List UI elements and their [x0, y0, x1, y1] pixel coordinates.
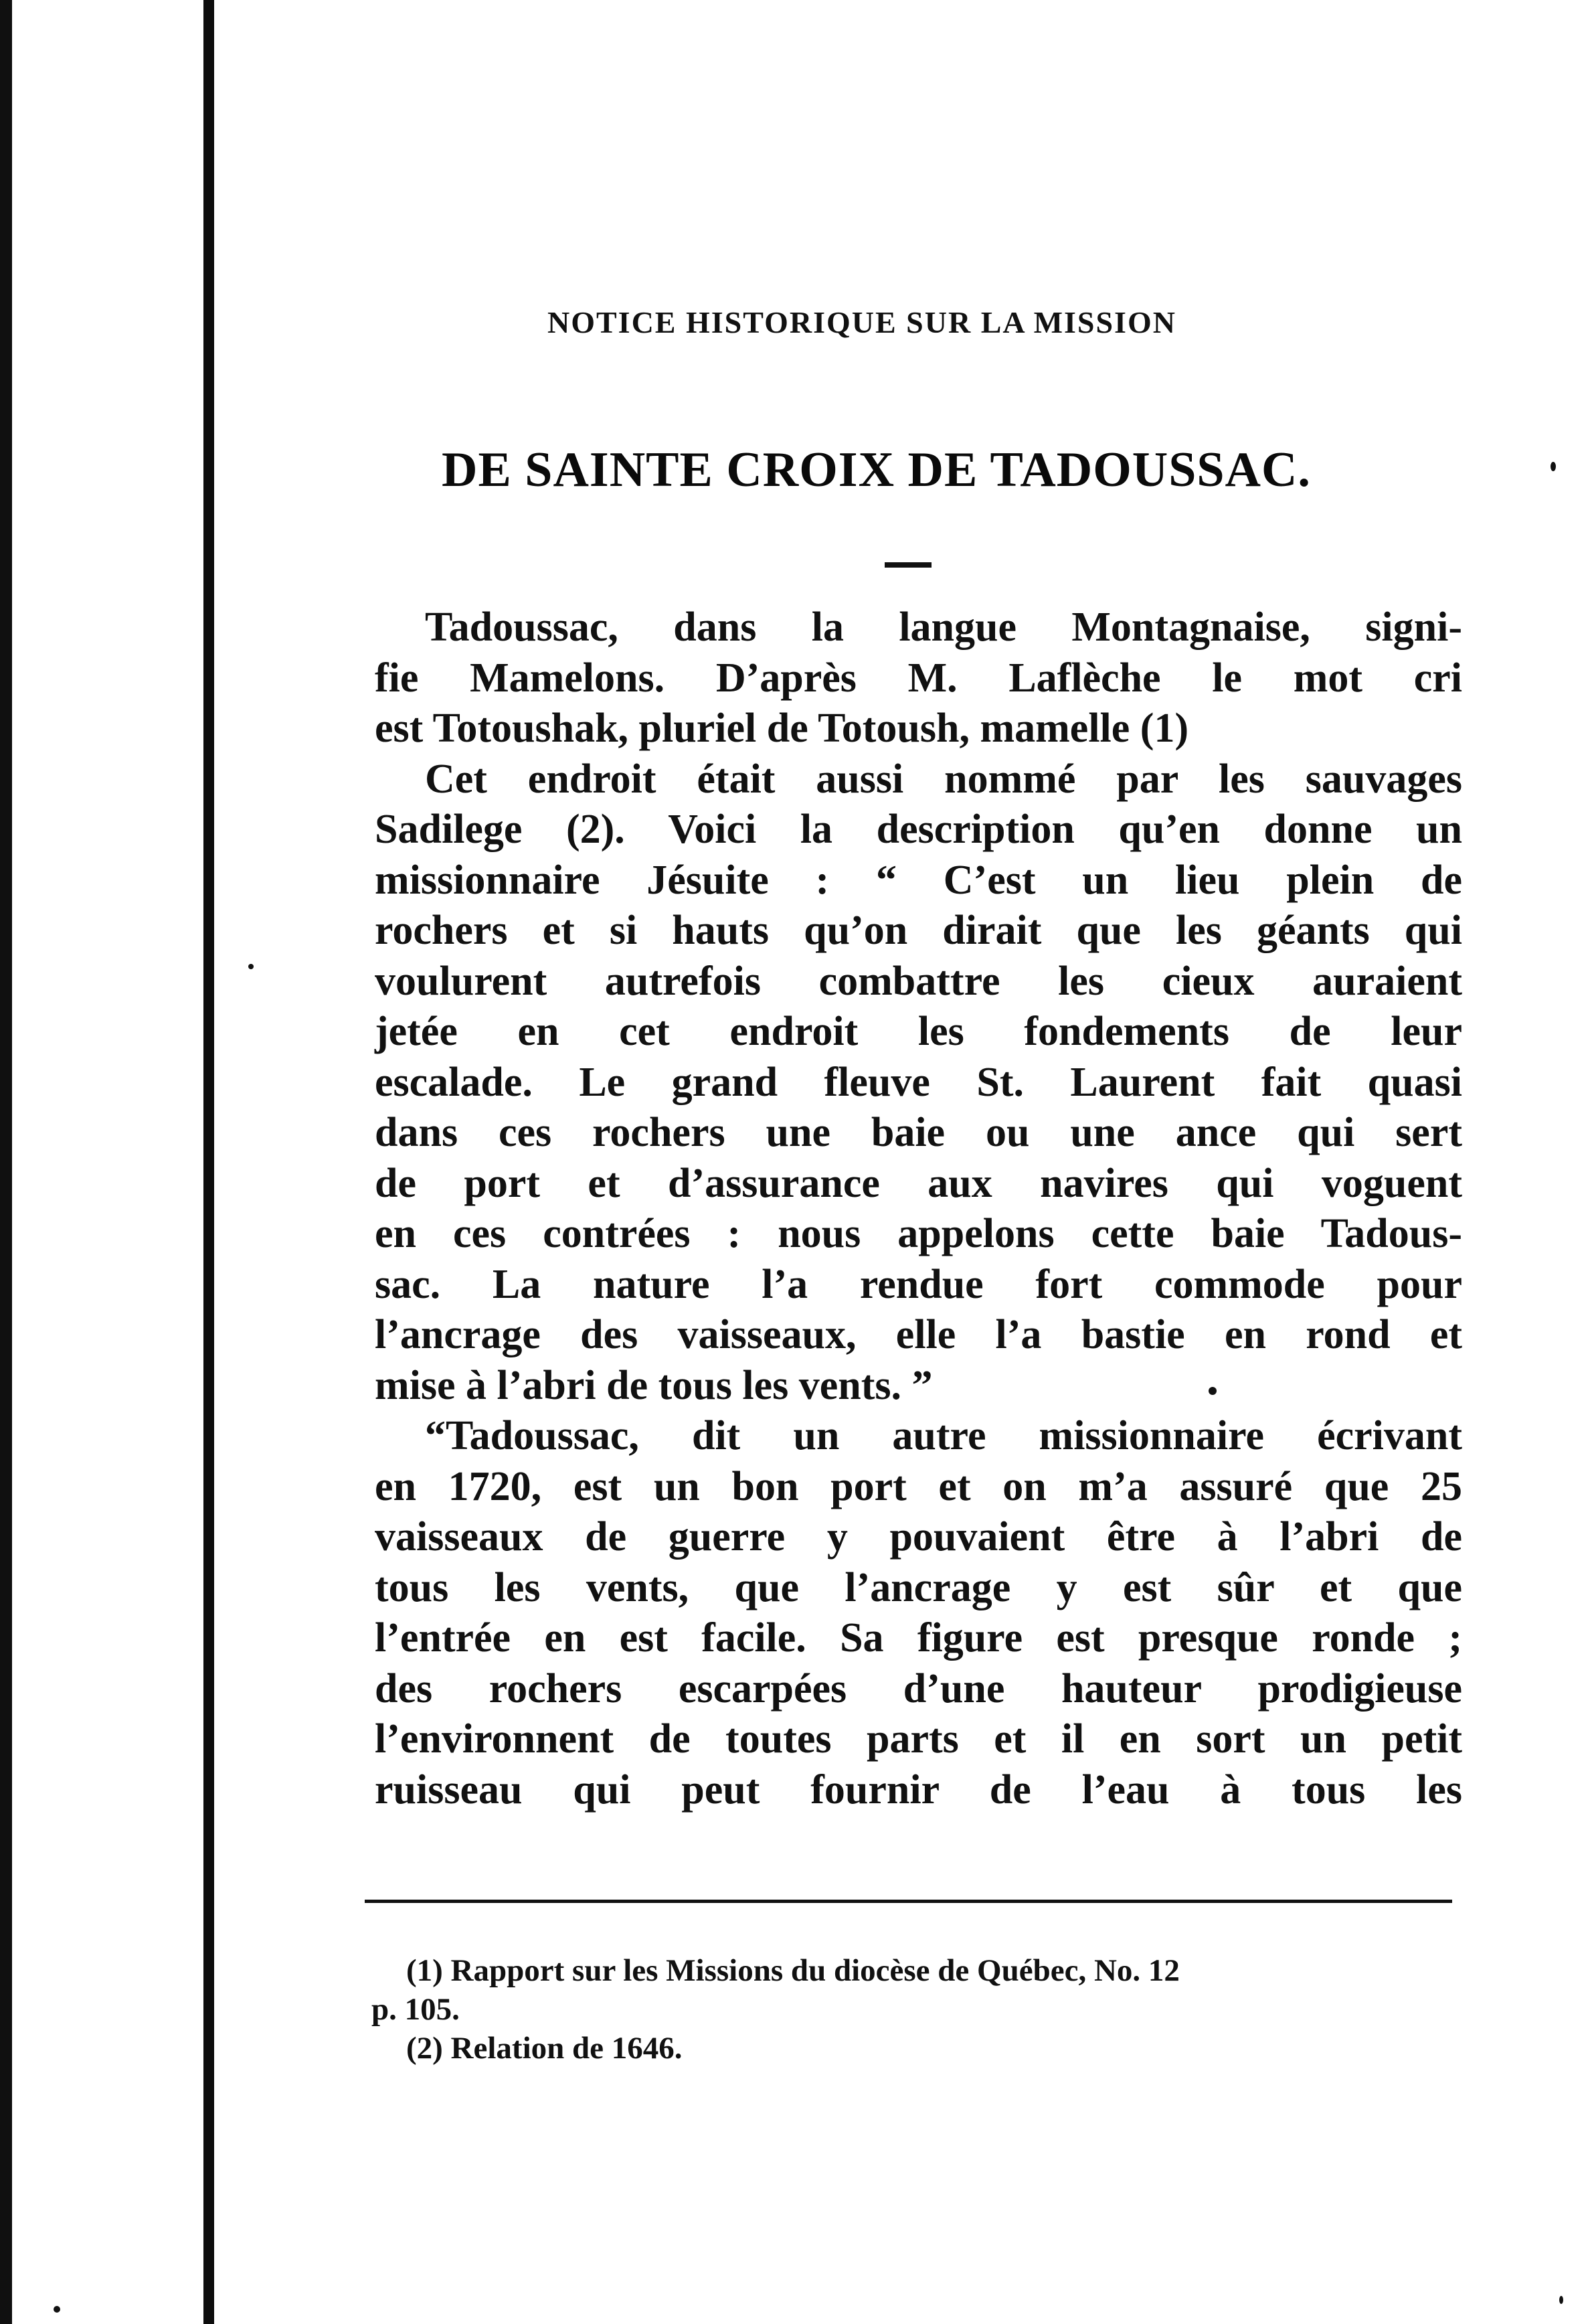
ink-speck	[1551, 462, 1556, 471]
footnote-rule	[365, 1900, 1452, 1903]
body-line: dans ces rochers une baie ou une ance qui sert	[375, 1110, 1462, 1155]
body-line: rochers et si hauts qu’on dirait que les géants qui	[375, 908, 1462, 953]
body-line: Cet endroit était aussi nommé par les sauvages	[425, 756, 1462, 802]
body-line: mise à l’abri de tous les vents. ”	[375, 1362, 933, 1408]
body-line: escalade. Le grand fleuve St. Laurent fait quasi	[375, 1059, 1462, 1105]
body-line: sac. La nature l’a rendue fort commode pour	[375, 1261, 1462, 1307]
body-line: en 1720, est un bon port et on m’a assuré que 25	[375, 1463, 1462, 1509]
body-line: en ces contrées : nous appelons cette baie Tadous-	[375, 1211, 1462, 1256]
body-line: “Tadoussac, dit un autre missionnaire écrivant	[425, 1413, 1462, 1459]
left-margin	[0, 0, 213, 2324]
footnote-1-continuation: p. 105.	[371, 1992, 460, 2027]
footnote-2: (2) Relation de 1646.	[406, 2031, 683, 2066]
body-line: tous les vents, que l’ancrage y est sûr et que	[375, 1564, 1462, 1610]
body-line: Sadilege (2). Voici la description qu’en donne un	[375, 807, 1462, 852]
body-line: de port et d’assurance aux navires qui voguent	[375, 1160, 1462, 1206]
body-line: voulurent autrefois combattre les cieux auraient	[375, 958, 1462, 1004]
page-title: DE SAINTE CROIX DE TADOUSSAC.	[442, 442, 1311, 497]
page-subtitle: NOTICE HISTORIQUE SUR LA MISSION	[547, 305, 1176, 339]
left-page-edge	[0, 0, 12, 2324]
body-line: jetée en cet endroit les fondements de leur	[375, 1009, 1462, 1054]
body-text	[375, 602, 1462, 1815]
body-line: l’entrée en est facile. Sa figure est presque ronde ;	[375, 1615, 1462, 1661]
body-line: Tadoussac, dans la langue Montagnaise, signi-	[425, 604, 1462, 650]
footnotes	[371, 1951, 1459, 2068]
body-line: missionnaire Jésuite : “ C’est un lieu plein de	[375, 857, 1462, 903]
body-line: est Totoushak, pluriel de Totoush, mamelle (1)	[375, 706, 1189, 751]
gutter-shadow	[203, 0, 214, 2324]
ink-speck	[1209, 1387, 1217, 1395]
ink-speck	[248, 964, 254, 969]
body-line: ruisseau qui peut fournir de l’eau à tous les	[375, 1766, 1462, 1813]
body-line: l’ancrage des vaisseaux, elle l’a bastie en rond et	[375, 1312, 1462, 1357]
body-line: l’environnent de toutes parts et il en sort un petit	[375, 1716, 1462, 1762]
body-line: vaisseaux de guerre y pouvaient être à l’abri de	[375, 1514, 1462, 1560]
ink-speck	[54, 2306, 60, 2313]
footnote-1: (1) Rapport sur les Missions du diocèse de Québec, No. 12	[406, 1953, 1180, 1988]
ink-speck	[1559, 2296, 1563, 2304]
body-line: fie Mamelons. D’après M. Laflèche le mot cri	[375, 655, 1462, 701]
title-separator-dash	[885, 562, 932, 568]
body-line: des rochers escarpées d’une hauteur prodigieuse	[375, 1665, 1462, 1712]
